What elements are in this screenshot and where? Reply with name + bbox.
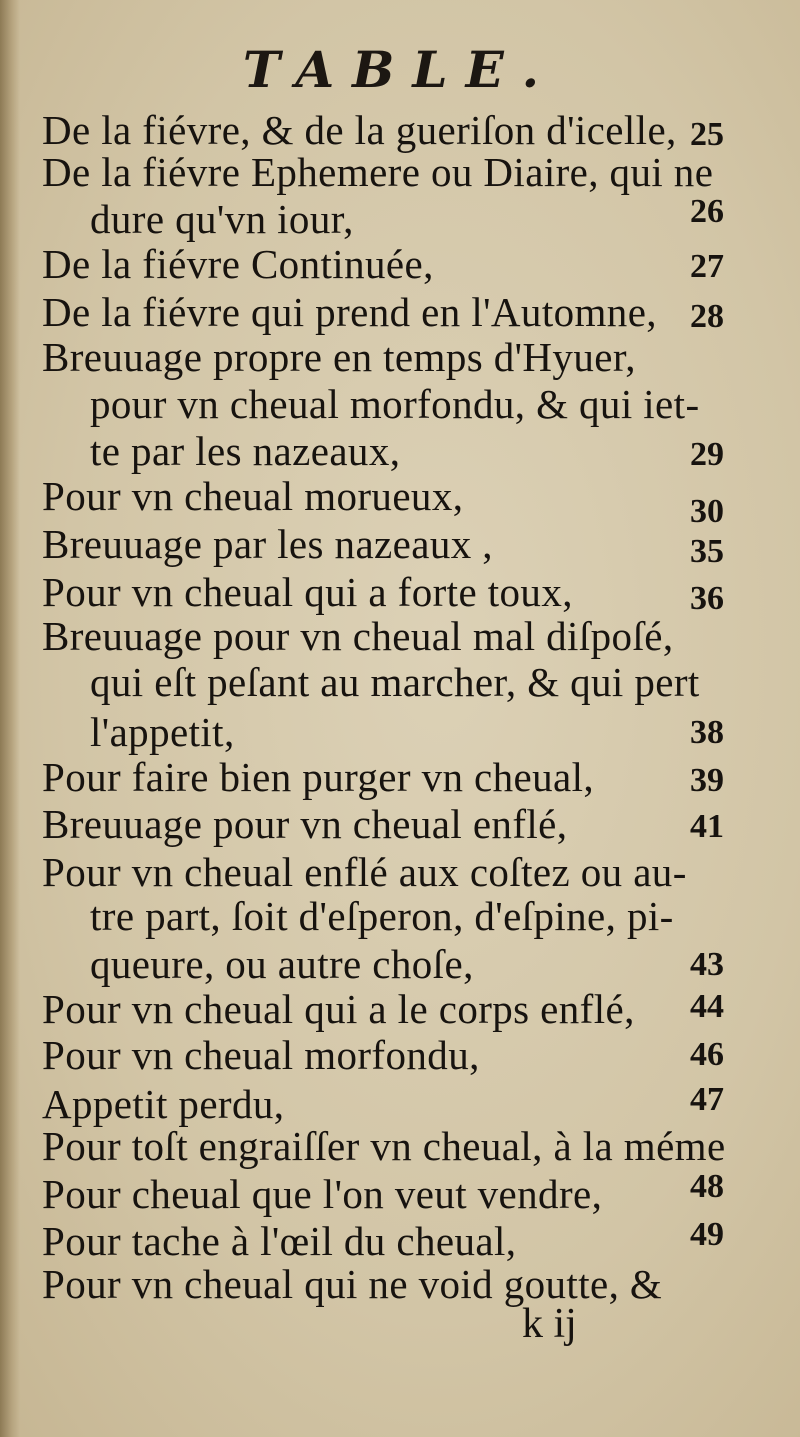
toc-entry-continuation: qui eſt peſant au marcher, & qui pert xyxy=(90,659,700,705)
toc-page-number: 46 xyxy=(690,1036,724,1073)
toc-entry-text: Pour vn cheual qui ne void goutte, & xyxy=(42,1261,663,1307)
toc-page-number: 26 xyxy=(690,193,724,230)
toc-page-number: 35 xyxy=(690,533,724,570)
toc-page-number: 43 xyxy=(690,946,724,983)
toc-page-number: 30 xyxy=(690,493,724,530)
toc-entry-text: De la fiévre, & de la gueriſon d'icelle, xyxy=(42,107,677,153)
toc-page-number: 28 xyxy=(690,298,724,335)
toc-entry-continuation: queure, ou autre choſe, xyxy=(90,941,474,987)
toc-entry-continuation: l'appetit, xyxy=(90,709,235,755)
toc-entry-text: Pour vn cheual qui a le corps enflé, xyxy=(42,986,635,1032)
signature-mark: k ij xyxy=(522,1301,577,1347)
toc-entry-text: De la fiévre qui prend en l'Automne, xyxy=(42,289,657,335)
toc-entry-text: Pour faire bien purger vn cheual, xyxy=(42,754,595,800)
page-title: TABLE. xyxy=(242,40,558,99)
toc-page-number: 47 xyxy=(690,1081,724,1118)
toc-entry-text: Breuuage pour vn cheual mal diſpoſé, xyxy=(42,613,674,659)
toc-entry-text: Pour cheual que l'on veut vendre, xyxy=(42,1171,603,1217)
toc-entry-text: Breuuage par les nazeaux , xyxy=(42,521,493,567)
toc-page-number: 48 xyxy=(690,1168,724,1205)
toc-entry-continuation: tre part, ſoit d'eſperon, d'eſpine, pi- xyxy=(90,893,674,939)
toc-page-number: 27 xyxy=(690,248,724,285)
toc-entry-text: Pour tache à l'œil du cheual, xyxy=(42,1218,517,1264)
toc-entry-text: Pour vn cheual morueux, xyxy=(42,473,464,519)
toc-entry-text: De la fiévre Continuée, xyxy=(42,241,434,287)
toc-entry-text: Pour toſt engraiſſer vn cheual, à la méme xyxy=(42,1123,726,1169)
toc-entry-text: De la fiévre Ephemere ou Diaire, qui ne xyxy=(42,149,714,195)
toc-entry-continuation: te par les nazeaux, xyxy=(90,428,401,474)
toc-entry-text: Pour vn cheual morfondu, xyxy=(42,1032,480,1078)
toc-page-number: 38 xyxy=(690,714,724,751)
toc-page-number: 44 xyxy=(690,988,724,1025)
toc-entry-text: Appetit perdu, xyxy=(42,1081,285,1127)
toc-page-number: 39 xyxy=(690,762,724,799)
toc-entry-text: Pour vn cheual qui a forte toux, xyxy=(42,569,573,615)
toc-entry-text: Breuuage pour vn cheual enflé, xyxy=(42,801,568,847)
toc-page-number: 25 xyxy=(690,116,724,153)
toc-entry-continuation: dure qu'vn iour, xyxy=(90,196,354,242)
toc-entry-continuation: pour vn cheual morfondu, & qui iet- xyxy=(90,381,700,427)
toc-page-number: 29 xyxy=(690,436,724,473)
toc-entry-text: Breuuage propre en temps d'Hyuer, xyxy=(42,334,636,380)
toc-page-number: 36 xyxy=(690,580,724,617)
toc-page-number: 49 xyxy=(690,1216,724,1253)
toc-page-number: 41 xyxy=(690,808,724,845)
toc-entry-text: Pour vn cheual enflé aux coſtez ou au- xyxy=(42,849,687,895)
